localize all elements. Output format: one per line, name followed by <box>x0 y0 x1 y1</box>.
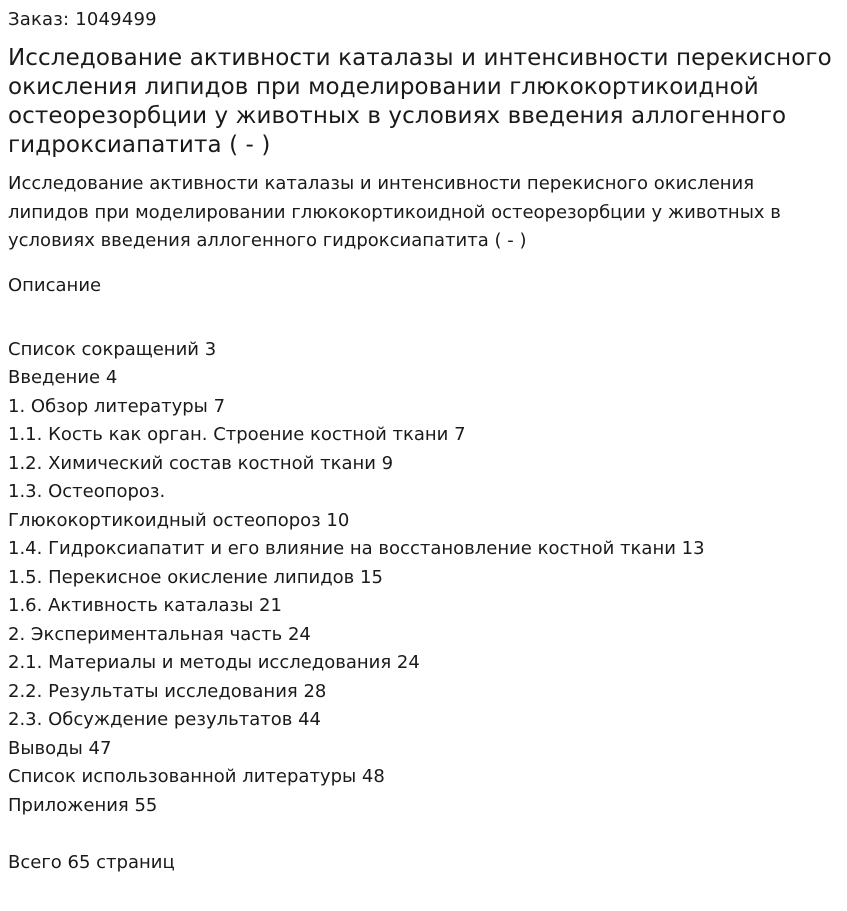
toc-item: 2.3. Обсуждение результатов 44 <box>8 709 321 730</box>
toc-item: 2. Экспериментальная часть 24 <box>8 623 311 645</box>
document-subtitle: Исследование активности каталазы и интенсивности перекисного окисления липидов при моделировании глюкокортикоидной остеорезорбции у животных в условиях введения аллогенного гидроксиапатита ( - ) <box>8 173 781 251</box>
table-of-contents <box>8 336 839 821</box>
toc-item: Приложения 55 <box>8 794 158 816</box>
toc-item: Выводы 47 <box>8 737 112 759</box>
description-label: Описание <box>8 274 102 296</box>
toc-item: 1.3. Остеопороз. <box>8 481 166 502</box>
toc-item: Введение 4 <box>8 367 118 388</box>
document-title: Исследование активности каталазы и интенсивности перекисного окисления липидов при моделировании глюкокортикоидной остеорезорбции у животных в условиях введения аллогенного гидроксиапатита ( - ) <box>8 45 832 158</box>
toc-item: 2.1. Материалы и методы исследования 24 <box>8 652 420 673</box>
toc-item: 1.5. Перекисное окисление липидов 15 <box>8 566 383 588</box>
toc-item: Список сокращений 3 <box>8 338 217 360</box>
toc-item: 1.1. Кость как орган. Строение костной ткани 7 <box>8 424 466 445</box>
toc-item: Глюкокортикоидный остеопороз 10 <box>8 509 350 531</box>
order-number: Заказ: 1049499 <box>8 9 157 30</box>
total-pages: Всего 65 страниц <box>8 852 175 873</box>
toc-item: Список использованной литературы 48 <box>8 766 385 787</box>
toc-item: 1. Обзор литературы 7 <box>8 395 226 417</box>
toc-item: 2.2. Результаты исследования 28 <box>8 680 327 702</box>
toc-item: 1.6. Активность каталазы 21 <box>8 595 282 616</box>
toc-item: 1.2. Химический состав костной ткани 9 <box>8 452 394 474</box>
toc-item: 1.4. Гидроксиапатит и его влияние на восстановление костной ткани 13 <box>8 538 705 559</box>
